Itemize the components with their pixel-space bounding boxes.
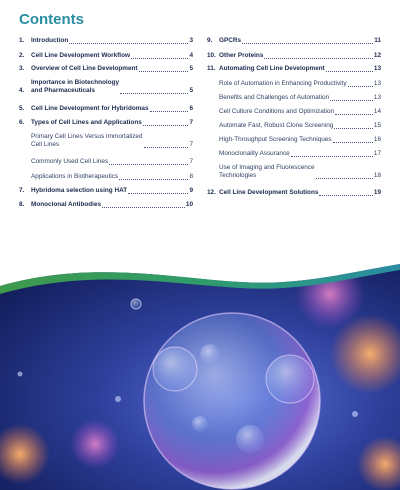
toc-entry-number: 1.: [19, 37, 25, 44]
toc-entry-page-number: 14: [373, 108, 381, 115]
dot-leader: [334, 128, 373, 129]
dot-leader: [143, 125, 189, 126]
toc-entry-title: Cell Line Development Workflow: [31, 52, 130, 59]
toc-entry-cell-line-development-for-hybridomas[interactable]: [19, 105, 193, 113]
dot-leader: [150, 111, 189, 112]
dot-leader: [109, 164, 188, 165]
dot-leader: [348, 86, 373, 87]
toc-entry-title: Automating Cell Line Development: [219, 65, 325, 72]
toc-entry-title-line1: Use of Imaging and Fluorescence: [219, 164, 315, 171]
dot-leader: [242, 43, 373, 44]
cover-image-bubble: [0, 264, 400, 490]
dot-leader: [326, 71, 373, 72]
toc-entry-number: 2.: [19, 52, 25, 59]
toc-entry-page-number: 6: [189, 105, 193, 112]
toc-entry-types-of-cell-lines-and-applications[interactable]: [19, 119, 193, 127]
toc-entry-cell-line-development-workflow[interactable]: [19, 52, 193, 60]
toc-entry-title: Cell Line Development for Hybridomas: [31, 105, 149, 112]
toc-entry-introduction[interactable]: [19, 37, 193, 45]
toc-entry-title: [31, 133, 143, 149]
toc-entry-page-number: 15: [373, 122, 381, 129]
toc-entry-page-number: 5: [189, 65, 193, 72]
toc-entry-page-number: 7: [189, 158, 193, 165]
dot-leader: [291, 156, 373, 157]
bubble-illustration: [0, 264, 400, 490]
toc-entry-title-line1: Primary Cell Lines Versus Immortalized: [31, 133, 143, 140]
dot-leader: [316, 178, 373, 179]
toc-entry-title-line1: Importance in Biotechnology: [31, 79, 120, 86]
toc-entry-commonly-used-cell-lines[interactable]: [19, 158, 193, 166]
toc-entry-number: 4.: [19, 87, 25, 94]
toc-entry-benefits-and-challenges-of-automation[interactable]: [207, 94, 381, 102]
toc-entry-title: GPCRs: [219, 37, 242, 44]
toc-entry-title: Cell Line Development Solutions: [219, 189, 319, 196]
toc-entry-page-number: 19: [373, 189, 381, 196]
dot-leader: [128, 193, 188, 194]
toc-entry-applications-in-biotherapeutics[interactable]: [19, 173, 193, 181]
toc-entry-title-line2: Technologies: [219, 172, 257, 179]
toc-entry-page-number: 13: [373, 94, 381, 101]
dot-leader: [330, 100, 373, 101]
toc-entry-page-number: 8: [189, 173, 193, 180]
toc-entry-title-line2: and Pharmaceuticals: [31, 87, 95, 94]
toc-entry-primary-cell-lines-versus-immortalized[interactable]: [19, 133, 193, 149]
toc-entry-gpcrs[interactable]: [207, 37, 381, 45]
toc-entry-overview-of-cell-line-development[interactable]: [19, 65, 193, 73]
dot-leader: [120, 93, 188, 94]
page-title: Contents: [19, 11, 84, 28]
toc-entry-title: Overview of Cell Line Development: [31, 65, 138, 72]
dot-leader: [139, 71, 189, 72]
toc-entry-title: Hybridoma selection using HAT: [31, 187, 128, 194]
dot-leader: [119, 179, 188, 180]
toc-entry-monoclonal-antibodies[interactable]: [19, 201, 193, 209]
toc-entry-page-number: 7: [189, 119, 193, 126]
toc-entry-automate-fast-robust-clone-screening[interactable]: [207, 122, 381, 130]
toc-entry-number: 9.: [207, 37, 213, 44]
toc-entry-importance-in-biotechnology[interactable]: [19, 79, 193, 95]
toc-entry-number: 5.: [19, 105, 25, 112]
dot-leader: [319, 195, 372, 196]
toc-entry-title: Commonly Used Cell Lines: [31, 158, 109, 165]
toc-entry-title: [31, 79, 119, 95]
toc-entry-title: [219, 164, 315, 180]
toc-entry-cell-line-development-solutions[interactable]: [207, 189, 381, 197]
toc-entry-automating-cell-line-development[interactable]: [207, 65, 381, 73]
toc-entry-page-number: 16: [373, 136, 381, 143]
toc-entry-title: Automate Fast, Robust Clone Screening: [219, 122, 334, 129]
toc-entry-title: Monoclonal Antibodies: [31, 201, 102, 208]
toc-entry-title: Monoclonality Assurance: [219, 150, 290, 157]
toc-entry-page-number: 9: [189, 187, 193, 194]
toc-entry-monoclonality-assurance[interactable]: [207, 150, 381, 158]
dot-leader: [144, 147, 189, 148]
toc-entry-number: 12.: [207, 189, 216, 196]
toc-entry-title: Role of Automation in Enhancing Productivity: [219, 80, 347, 87]
dot-leader: [333, 142, 373, 143]
toc-entry-number: 10.: [207, 52, 216, 59]
toc-entry-title: Benefits and Challenges of Automation: [219, 94, 330, 101]
toc-entry-number: 3.: [19, 65, 25, 72]
toc-entry-page-number: 3: [189, 37, 193, 44]
toc-entry-page-number: 17: [373, 150, 381, 157]
toc-entry-use-of-imaging-and-fluorescence[interactable]: [207, 164, 381, 180]
dot-leader: [102, 207, 185, 208]
toc-entry-title: High-Throughput Screening Techniques: [219, 136, 332, 143]
toc-entry-title-line2: Cell Lines: [31, 141, 60, 148]
toc-entry-high-throughput-screening-techniques[interactable]: [207, 136, 381, 144]
dot-leader: [335, 114, 373, 115]
toc-entry-other-proteins[interactable]: [207, 52, 381, 60]
toc-entry-role-of-automation-in-enhancing-productivity[interactable]: [207, 80, 381, 88]
toc-entry-page-number: 18: [373, 172, 381, 179]
toc-entry-number: 6.: [19, 119, 25, 126]
toc-entry-title: Types of Cell Lines and Applications: [31, 119, 142, 126]
toc-entry-page-number: 13: [373, 65, 381, 72]
toc-entry-number: 8.: [19, 201, 25, 208]
toc-entry-page-number: 5: [189, 87, 193, 94]
dot-leader: [131, 58, 188, 59]
toc-entry-page-number: 10: [185, 201, 193, 208]
toc-entry-number: 11.: [207, 65, 216, 72]
toc-entry-page-number: 12: [373, 52, 381, 59]
toc-entry-cell-culture-conditions-and-optimization[interactable]: [207, 108, 381, 116]
toc-entry-title: Other Proteins: [219, 52, 264, 59]
toc-entry-title: Cell Culture Conditions and Optimization: [219, 108, 335, 115]
toc-entry-title: Introduction: [31, 37, 69, 44]
dot-leader: [264, 58, 373, 59]
toc-entry-number: 7.: [19, 187, 25, 194]
toc-entry-page-number: 11: [374, 37, 381, 44]
toc-entry-title: Applications in Biotherapeutics: [31, 173, 119, 180]
toc-entry-page-number: 7: [189, 141, 193, 148]
toc-entry-page-number: 4: [189, 52, 193, 59]
toc-entry-page-number: 13: [373, 80, 381, 87]
toc-entry-hybridoma-selection-using-hat[interactable]: [19, 187, 193, 195]
dot-leader: [69, 43, 188, 44]
